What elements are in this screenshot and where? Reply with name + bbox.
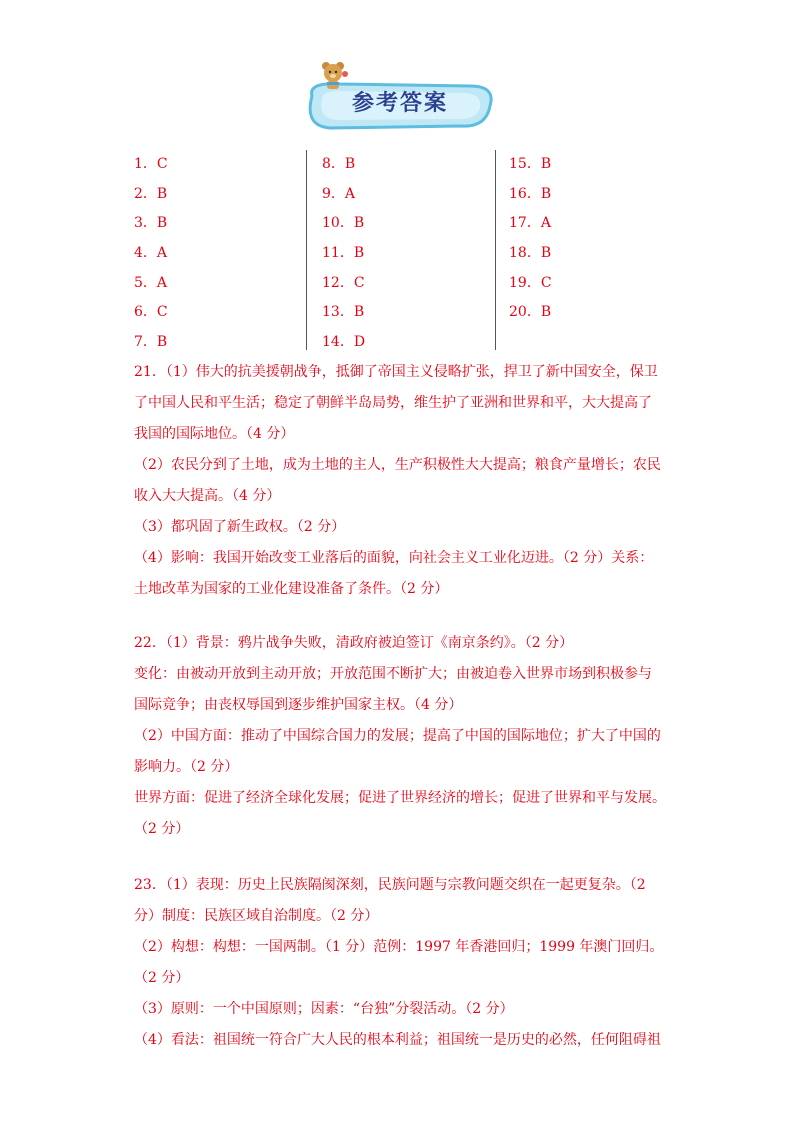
- answer-line: 了中国人民和平生活；稳定了朝鲜半岛局势，维生护了亚洲和世界和平，大大提高了: [134, 395, 652, 411]
- answer-line: 23．（1）表现：历史上民族隔阂深刻，民族问题与宗教问题交织在一起更复杂。（2: [134, 877, 646, 893]
- question-21-answer: [134, 357, 674, 605]
- answer-line: 世界方面：促进了经济全球化发展；促进了世界经济的增长；促进了世界和平与发展。: [134, 790, 666, 806]
- page-title: 参考答案: [351, 91, 448, 116]
- answer-line: （4）看法：祖国统一符合广大人民的根本利益；祖国统一是历史的必然，任何阻碍祖: [134, 1032, 661, 1048]
- choice-answer: 10．B: [322, 215, 365, 232]
- answers-column-3: [509, 150, 552, 328]
- answer-line: （2）中国方面：推动了中国综合国力的发展；提高了中国的国际地位；扩大了中国的: [134, 728, 661, 744]
- answer-banner: [300, 56, 500, 132]
- answer-line: （2）构想：构想：一国两制。（1 分）范例：1997 年香港回归；1999 年澳门回归。: [134, 939, 664, 955]
- choice-answer: 16．B: [509, 185, 552, 202]
- choice-answer: 20．B: [509, 304, 552, 321]
- choice-answer: 5．A: [134, 274, 168, 291]
- answer-line: 我国的国际地位。（4 分）: [134, 426, 295, 442]
- answer-line: 分）制度：民族区域自治制度。（2 分）: [134, 908, 379, 924]
- question-22-answer: [134, 628, 674, 845]
- answers-column-2: [322, 150, 365, 358]
- answer-line: （4）影响：我国开始改变工业落后的面貌，向社会主义工业化迈进。（2 分）关系：: [134, 550, 654, 566]
- answer-line: 收入大大提高。（4 分）: [134, 488, 281, 504]
- answer-line: 国际竞争；由丧权辱国到逐步维护国家主权。（4 分）: [134, 697, 463, 713]
- choice-answer: 13．B: [322, 304, 365, 321]
- choice-answer: 19．C: [509, 274, 552, 291]
- answer-line: 变化：由被动开放到主动开放；开放范围不断扩大；由被迫卷入世界市场到积极参与: [134, 666, 652, 682]
- column-divider: [306, 150, 307, 350]
- choice-answer: 9．A: [322, 185, 356, 202]
- choice-answer: 7．B: [134, 334, 168, 351]
- answer-line: （3）原则：一个中国原则；因素：“台独”分裂活动。（2 分）: [134, 1001, 514, 1017]
- answer-line: 22．（1）背景：鸦片战争失败，清政府被迫签订《南京条约》。（2 分）: [134, 635, 574, 651]
- choice-answer: 4．A: [134, 245, 168, 262]
- choice-answer: 17．A: [509, 215, 551, 232]
- answer-line: （3）都巩固了新生政权。（2 分）: [134, 519, 346, 535]
- answer-line: 土地改革为国家的工业化建设准备了条件。（2 分）: [134, 581, 449, 597]
- choice-answer: 6．C: [134, 304, 168, 321]
- answers-column-1: [134, 150, 168, 358]
- answer-line: （2）农民分到了土地，成为土地的主人，生产积极性大大提高；粮食产量增长；农民: [134, 457, 661, 473]
- answer-line: （2 分）: [134, 970, 190, 986]
- column-divider: [495, 150, 496, 350]
- choice-answer: 18．B: [509, 245, 552, 262]
- answer-line: 影响力。（2 分）: [134, 759, 239, 775]
- answer-line: 21．（1）伟大的抗美援朝战争，抵御了帝国主义侵略扩张，捍卫了新中国安全，保卫: [134, 364, 658, 380]
- choice-answer: 11．B: [322, 245, 365, 262]
- question-23-answer: [134, 870, 674, 1056]
- choice-answer: 14．D: [322, 334, 366, 351]
- answer-line: （2 分）: [134, 821, 190, 837]
- choice-answer: 8．B: [322, 156, 356, 172]
- choice-answer: 1．C: [134, 156, 168, 172]
- choice-answer: 2．B: [134, 185, 168, 202]
- choice-answer: 3．B: [134, 215, 168, 232]
- choice-answer: 12．C: [322, 274, 365, 291]
- choice-answer: 15．B: [509, 156, 552, 172]
